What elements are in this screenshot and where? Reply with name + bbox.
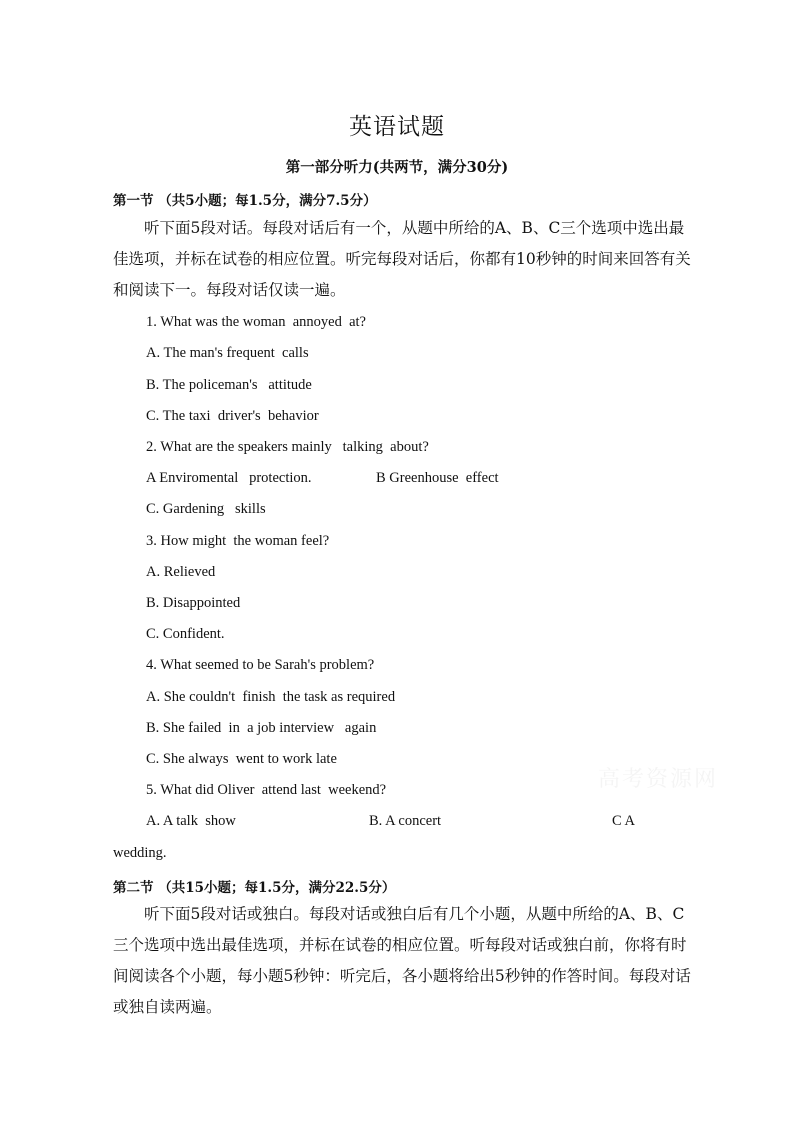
question-3: 3. How might the woman feel? [146, 533, 330, 549]
option-3c: C. Confident. [146, 626, 225, 642]
option-5c-continued: wedding. [113, 845, 167, 861]
option-4b: B. She failed in a job interview again [146, 720, 377, 736]
question-5: 5. What did Oliver attend last weekend? [146, 782, 387, 798]
option-2a: A Enviromental protection. [146, 470, 312, 486]
part1-heading: 第一部分听力(共两节，满分30分) [285, 159, 509, 176]
section2-instructions: 听下面5段对话或独白。每段对话或独白后有几个小题，从题中所给的A、B、C三个选项中选出最佳选项，并标在试卷的相应位置。听每段对话或独白前，你将有时间阅读各个小题，每小题5秒钟：听完后，各小题将给出5秒钟的作答时间。每段对话或独自读两遍。 [113, 905, 691, 1016]
question-1: 1. What was the woman annoyed at? [146, 314, 366, 330]
section2-heading: 第二节 （共15小题；每1.5分，满分22.5分） [113, 880, 396, 896]
page-title: 英语试题 [349, 114, 445, 140]
option-2b: B Greenhouse effect [376, 470, 499, 486]
section1-instructions: 听下面5段对话。每段对话后有一个，从题中所给的A、B、C三个选项中选出最佳选项，并标在试卷的相应位置。听完每段对话后，你都有10秒钟的时间来回答有关和阅读下一。每段对话仅读一遍。 [113, 219, 691, 299]
option-5b: B. A concert [369, 813, 442, 829]
option-2c: C. Gardening skills [146, 501, 266, 517]
section1-heading: 第一节 （共5小题；每1.5分，满分7.5分） [113, 193, 377, 209]
question-4: 4. What seemed to be Sarah's problem? [146, 657, 375, 673]
option-5c: C A [612, 813, 635, 829]
option-4c: C. She always went to work late [146, 751, 337, 767]
option-1b: B. The policeman's attitude [146, 377, 312, 393]
option-3a: A. Relieved [146, 564, 216, 580]
watermark: 高考资源网 [598, 767, 719, 792]
option-1c: C. The taxi driver's behavior [146, 408, 319, 424]
option-5a: A. A talk show [146, 813, 236, 829]
question-2: 2. What are the speakers mainly talking about? [146, 439, 429, 455]
option-1a: A. The man's frequent calls [146, 345, 309, 361]
option-3b: B. Disappointed [146, 595, 241, 611]
option-4a: A. She couldn't finish the task as required [146, 689, 396, 705]
